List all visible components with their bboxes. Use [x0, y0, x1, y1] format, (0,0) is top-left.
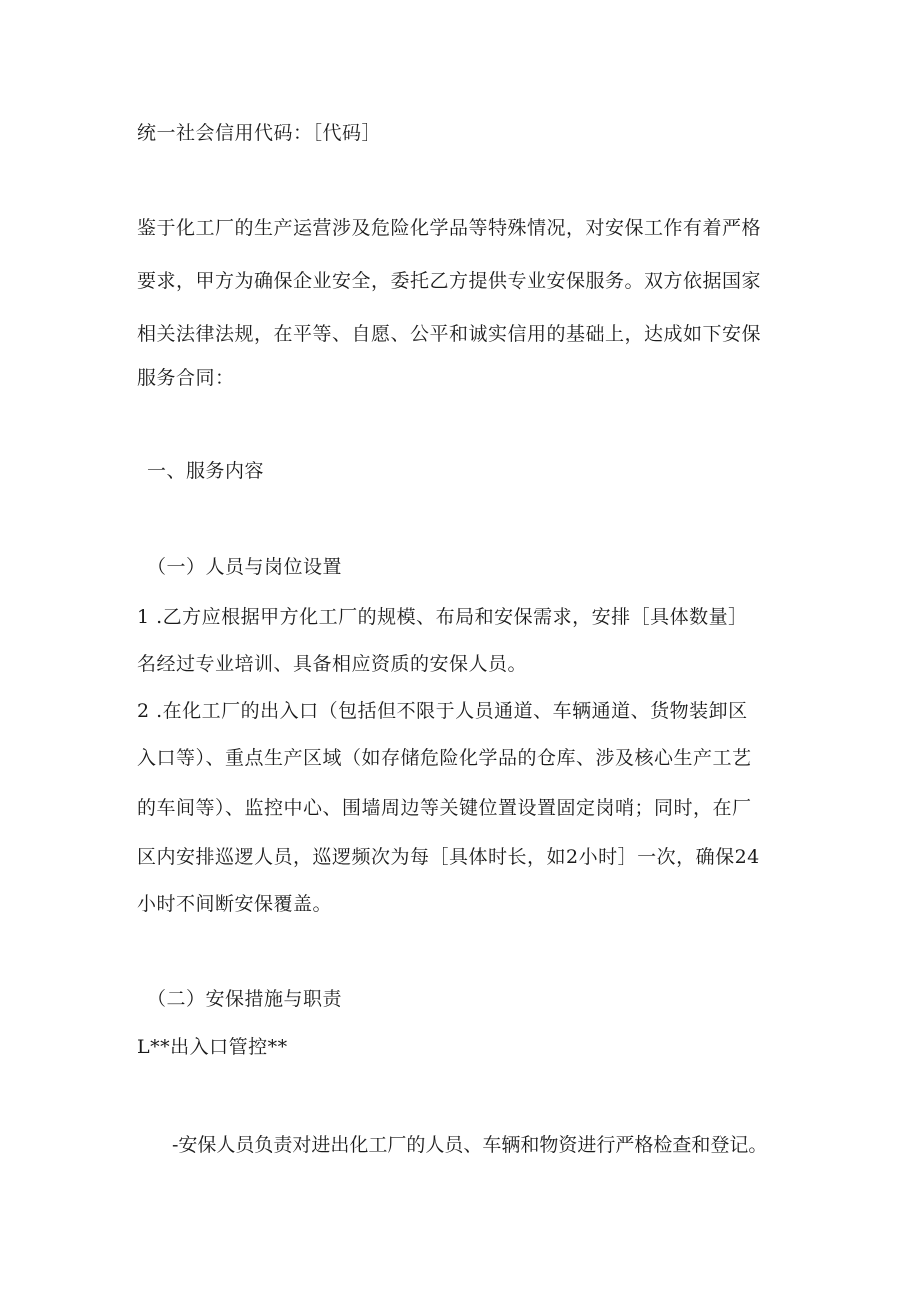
section-heading: 一、服务内容	[147, 460, 265, 482]
entry-control-line: -安保人员负责对进出化工厂的人员、车辆和物资进行严格检查和登记。	[172, 1134, 768, 1156]
item-line: 区内安排巡逻人员，巡逻频次为每［具体时长，如2小时］一次，确保24	[137, 846, 760, 868]
item-line: 小时不间断安保覆盖。	[137, 893, 333, 915]
entry-control-heading: L**出入口管控**	[137, 1036, 288, 1058]
item-line: 的车间等）、监控中心、围墙周边等关键位置设置固定岗哨；同时，在厂	[137, 797, 752, 819]
item-line: 1 .乙方应根据甲方化工厂的规模、布局和安保需求，安排［具体数量］	[137, 606, 748, 628]
intro-line: 服务合同：	[137, 367, 235, 389]
item-line: 2 .在化工厂的出入口（包括但不限于人员通道、车辆通道、货物装卸区	[137, 700, 748, 722]
item-line: 名经过专业培训、具备相应资质的安保人员。	[137, 653, 528, 675]
subsection-heading: （二）安保措施与职责	[147, 988, 343, 1010]
intro-line: 鉴于化工厂的生产运营涉及危险化学品等特殊情况，对安保工作有着严格	[137, 217, 762, 239]
item-line: 入口等）、重点生产区域（如存储危险化学品的仓库、涉及核心生产工艺	[137, 747, 752, 769]
credit-code-line: 统一社会信用代码：［代码］	[137, 122, 382, 144]
intro-line: 要求，甲方为确保企业安全，委托乙方提供专业安保服务。双方依据国家	[137, 270, 762, 292]
intro-line: 相关法律法规，在平等、自愿、公平和诚实信用的基础上，达成如下安保	[137, 323, 762, 345]
subsection-heading: （一）人员与岗位设置	[147, 556, 343, 578]
